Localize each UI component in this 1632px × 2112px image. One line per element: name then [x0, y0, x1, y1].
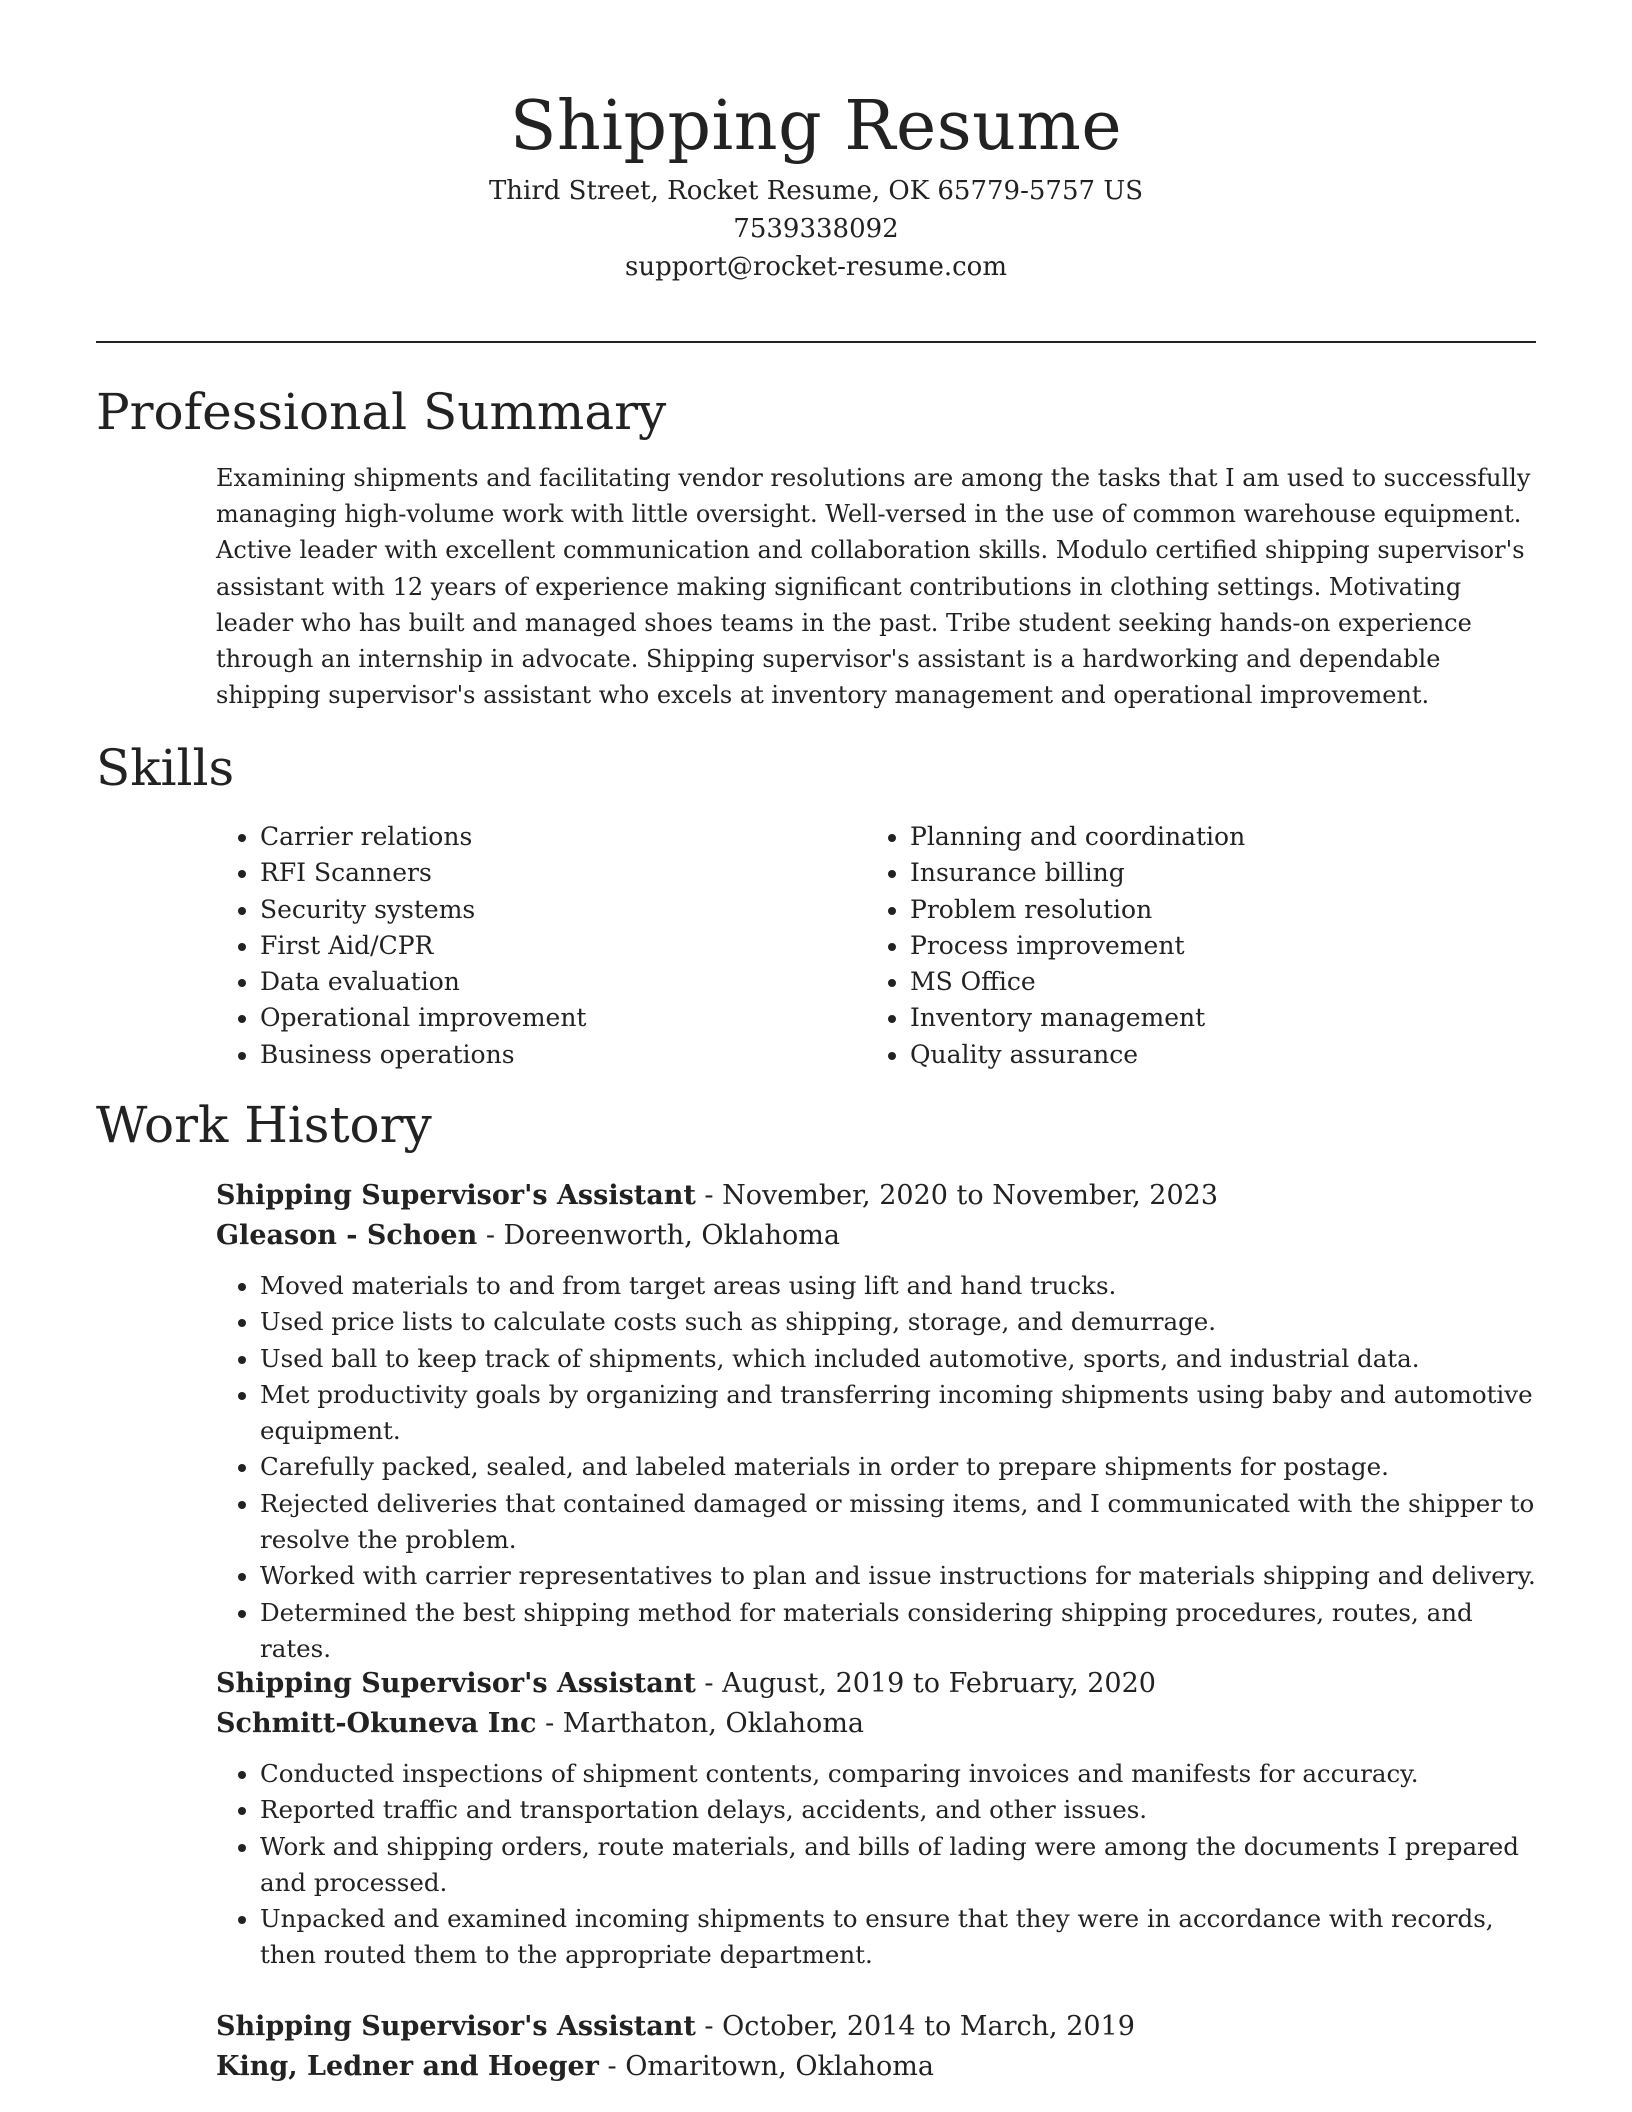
skill-item: • Carrier relations: [260, 819, 866, 855]
job-title: Shipping Supervisor's Assistant: [216, 1668, 696, 1699]
skill-item: • Security systems: [260, 892, 866, 928]
job-end-date: February, 2020: [948, 1668, 1156, 1699]
resume-name: Shipping Resume: [509, 87, 1123, 166]
job-company-line: [216, 1216, 1536, 1256]
job-entry: [216, 2007, 1536, 2087]
skill-item: • Quality assurance: [910, 1037, 1516, 1073]
skills-column-left: [216, 819, 866, 1073]
job-bullet: • Moved materials to and from target areas using lift and hand trucks.: [260, 1268, 1536, 1304]
job-date-joiner: to: [947, 1180, 993, 1211]
skill-item: • Data evaluation: [260, 964, 866, 1000]
job-start-date: November, 2020: [722, 1180, 948, 1211]
job-company-line: [216, 1704, 1536, 1744]
job-bullets: [216, 1268, 1536, 1667]
skill-item: • Problem resolution: [910, 892, 1516, 928]
skill-item: • MS Office: [910, 964, 1516, 1000]
job-entry: [216, 1176, 1536, 1667]
job-bullet: • Work and shipping orders, route materials, and bills of lading were among the documents I prepared and processed.: [260, 1829, 1536, 1902]
summary-text: Examining shipments and facilitating vendor resolutions are among the tasks that I am used to successfully managing high-volume work with little oversight. Well-versed in the use of common warehouse equipment. Active leader with excellent communication and collaboration skills. Modulo certified shipping supervisor's assistant with 12 years of experience making significant contributions in clothing settings. Motivating leader who has built and managed shoes teams in the past. Tribe student seeking hands-on experience through an internship in advocate. Shipping supervisor's assistant is a hardworking and dependable shipping supervisor's assistant who excels at inventory management and operational improvement.: [216, 464, 1531, 710]
job-separator: -: [536, 1708, 563, 1739]
resume-header: [96, 82, 1536, 286]
job-separator: -: [695, 1180, 723, 1211]
job-bullet: • Rejected deliveries that contained damaged or missing items, and I communicated with the shipper to resolve the problem.: [260, 1486, 1536, 1559]
job-bullet: • Reported traffic and transportation delays, accidents, and other issues.: [260, 1792, 1536, 1828]
section-title-skills: Skills: [96, 739, 235, 797]
job-company: Schmitt-Okuneva Inc: [216, 1708, 537, 1739]
job-separator: -: [695, 2011, 723, 2042]
skill-item: • Inventory management: [910, 1000, 1516, 1036]
skill-item: • Business operations: [260, 1037, 866, 1073]
job-title: Shipping Supervisor's Assistant: [216, 2011, 696, 2042]
job-bullet: • Determined the best shipping method for materials considering shipping procedures, routes, and rates.: [260, 1595, 1536, 1668]
skill-item: • First Aid/CPR: [260, 928, 866, 964]
job-separator: -: [598, 2051, 626, 2082]
job-entry: [216, 1664, 1536, 1974]
job-location: Doreenworth, Oklahoma: [503, 1220, 840, 1251]
skills-column-right: [866, 819, 1516, 1073]
section-title-summary: Professional Summary: [96, 383, 667, 441]
contact-phone: 7539338092: [733, 214, 899, 244]
job-company: Gleason - Schoen: [216, 1220, 478, 1251]
job-bullet: • Met productivity goals by organizing and transferring incoming shipments using baby and automotive equipment.: [260, 1377, 1536, 1450]
contact-address: Third Street, Rocket Resume, OK 65779-5757 US: [488, 176, 1144, 206]
job-separator: -: [695, 1668, 723, 1699]
job-end-date: November, 2023: [992, 1180, 1219, 1211]
skill-item: • RFI Scanners: [260, 855, 866, 891]
job-location: Omaritown, Oklahoma: [625, 2051, 934, 2082]
job-company-line: [216, 2047, 1536, 2087]
job-date-joiner: to: [915, 2011, 960, 2042]
skills-list: [216, 819, 1536, 1073]
job-bullet: • Conducted inspections of shipment contents, comparing invoices and manifests for accuracy.: [260, 1756, 1536, 1792]
skill-item: • Planning and coordination: [910, 819, 1516, 855]
job-title-line: [216, 1176, 1536, 1216]
skill-item: • Operational improvement: [260, 1000, 866, 1036]
skill-item: • Insurance billing: [910, 855, 1516, 891]
job-location: Marthaton, Oklahoma: [562, 1708, 865, 1739]
job-title: Shipping Supervisor's Assistant: [216, 1180, 696, 1211]
contact-email: support@rocket-resume.com: [624, 252, 1007, 282]
job-bullet: • Worked with carrier representatives to plan and issue instructions for materials shipping and delivery.: [260, 1558, 1536, 1594]
job-end-date: March, 2019: [959, 2011, 1135, 2042]
job-title-line: [216, 2007, 1536, 2047]
job-start-date: October, 2014: [722, 2011, 916, 2042]
job-bullet: • Used ball to keep track of shipments, which included automotive, sports, and industrial data.: [260, 1341, 1536, 1377]
job-company: King, Ledner and Hoeger: [216, 2051, 599, 2082]
section-title-work-history: Work History: [96, 1096, 432, 1154]
job-bullet: • Used price lists to calculate costs such as shipping, storage, and demurrage.: [260, 1304, 1536, 1340]
job-bullet: • Unpacked and examined incoming shipments to ensure that they were in accordance with records, then routed them to the appropriate department.: [260, 1901, 1536, 1974]
header-divider: [96, 341, 1536, 343]
job-separator: -: [477, 1220, 504, 1251]
job-bullet: • Carefully packed, sealed, and labeled materials in order to prepare shipments for postage.: [260, 1449, 1536, 1485]
skill-item: • Process improvement: [910, 928, 1516, 964]
job-bullets: [216, 1756, 1536, 1974]
job-start-date: August, 2019: [722, 1668, 905, 1699]
job-date-joiner: to: [904, 1668, 949, 1699]
job-title-line: [216, 1664, 1536, 1704]
